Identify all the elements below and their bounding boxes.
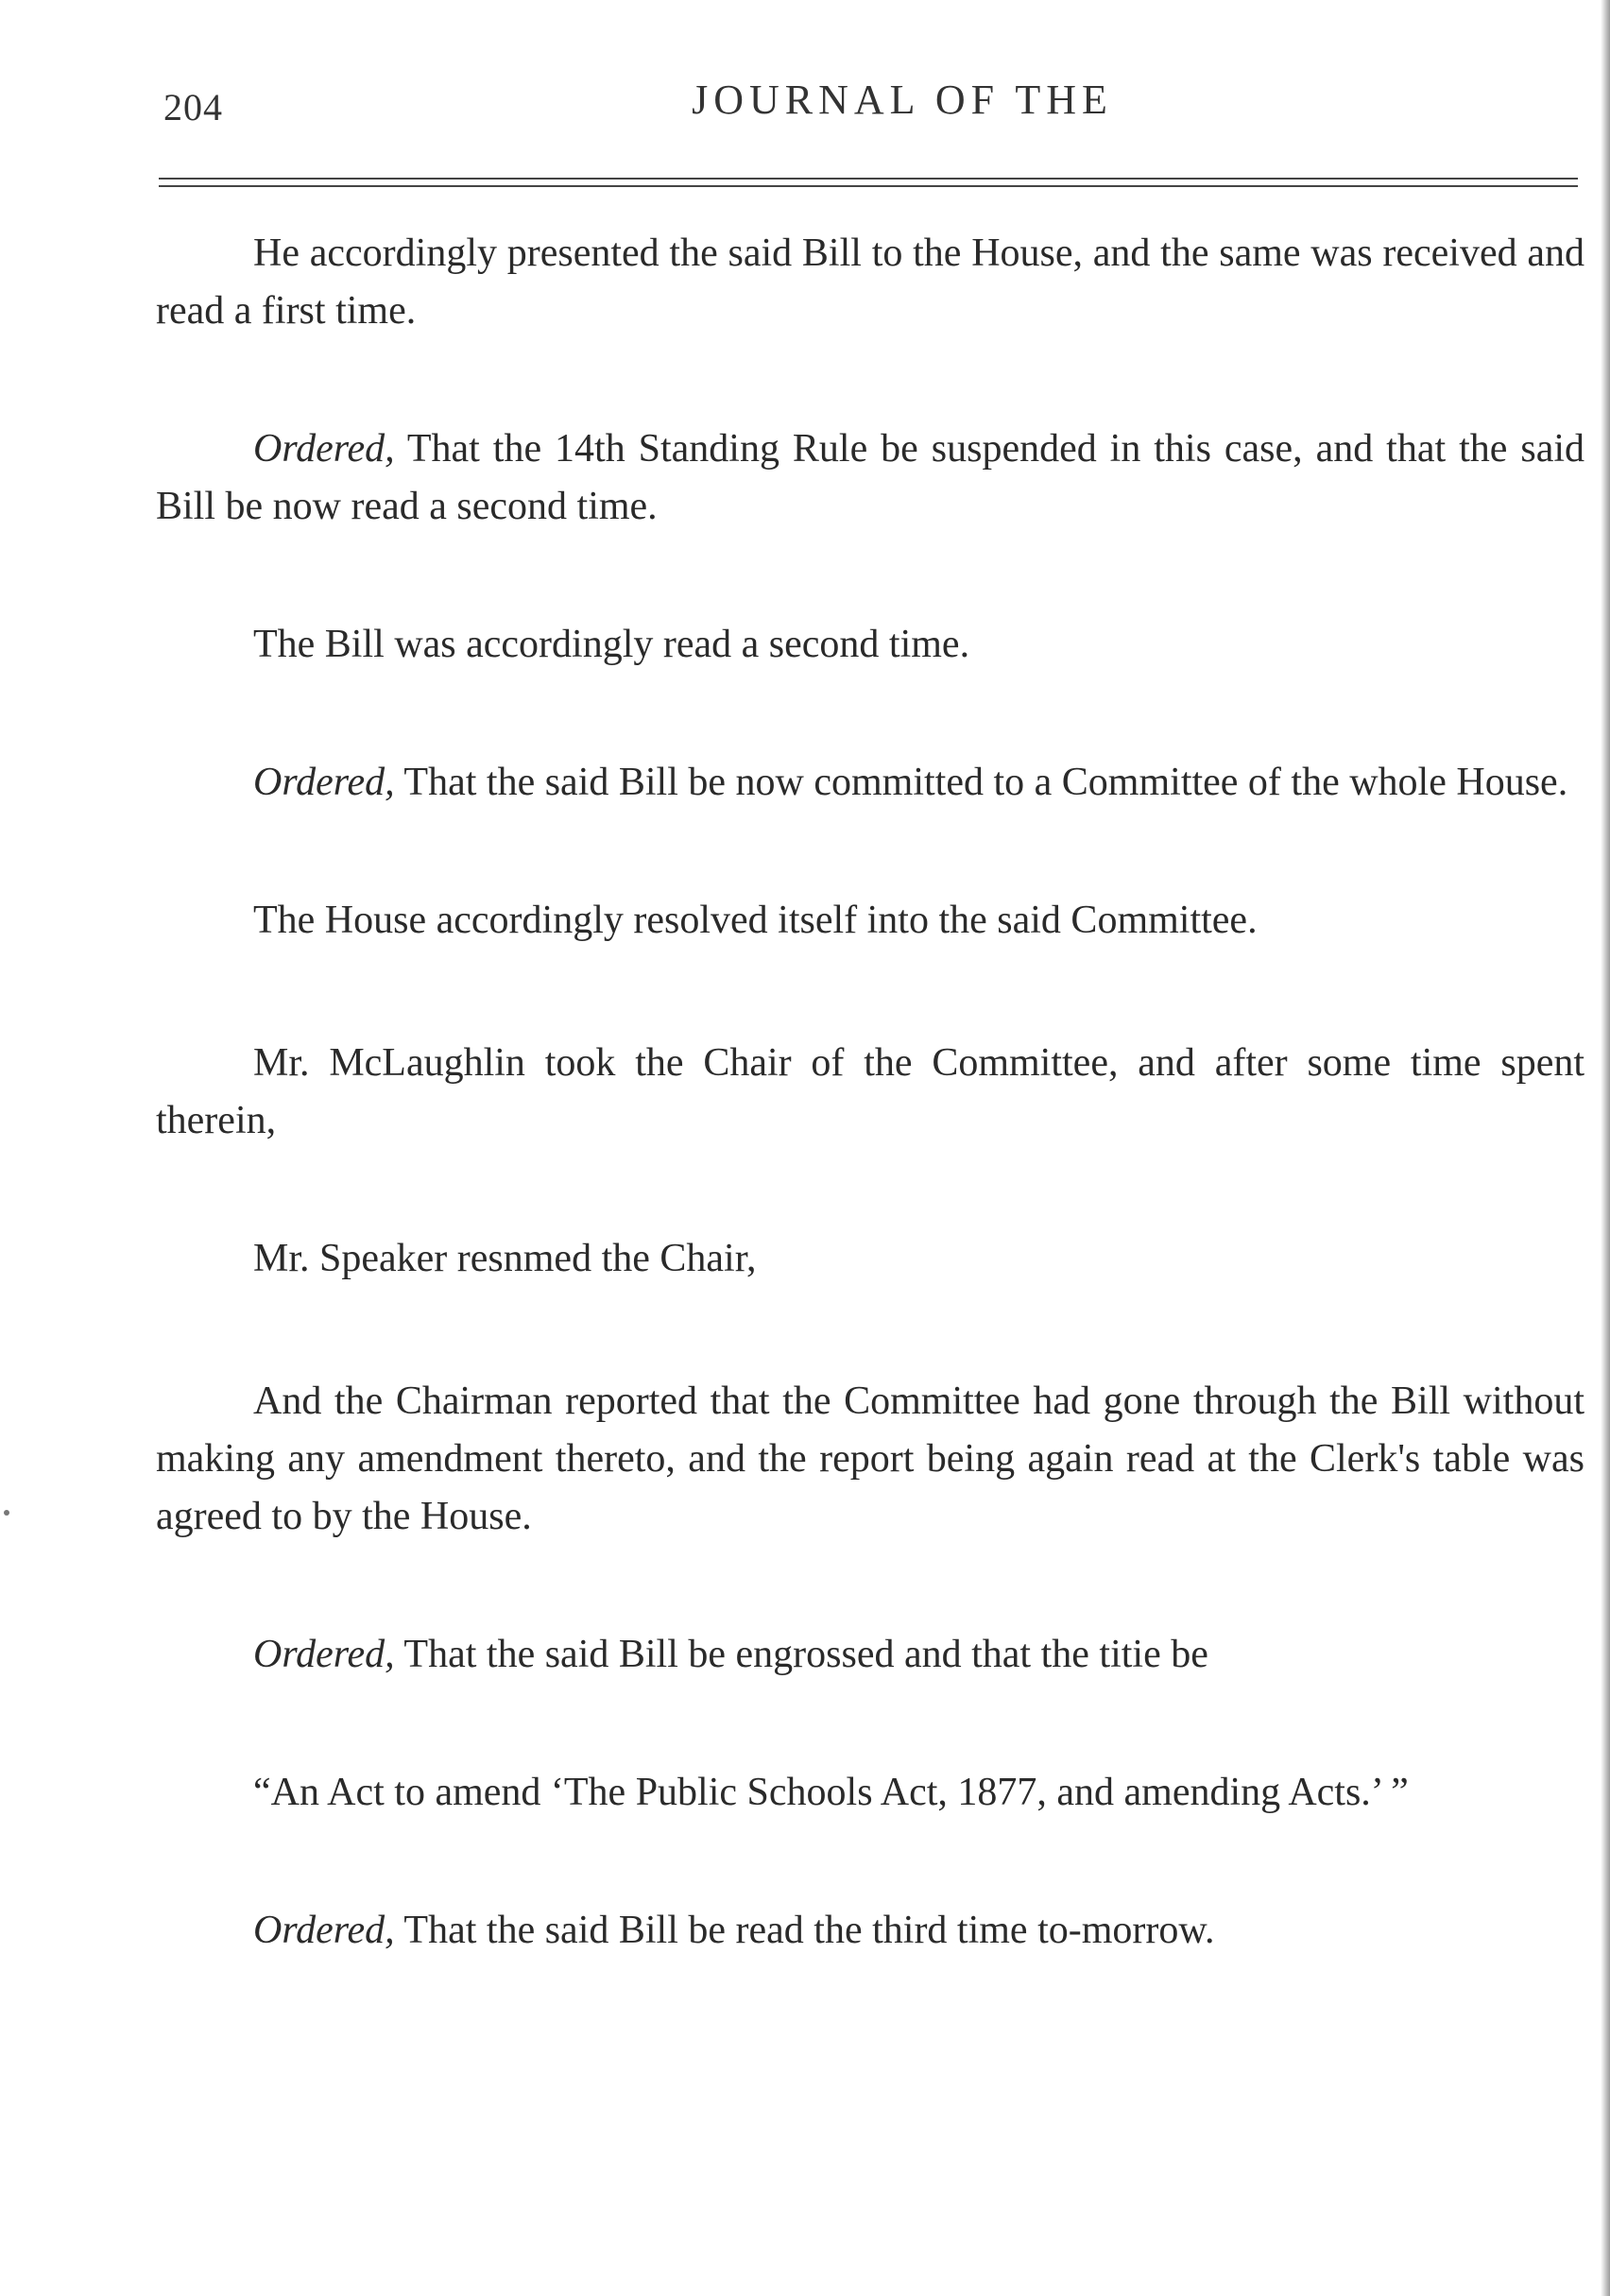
paragraph-text: Mr. McLaughlin took the Chair of the Committee, and after some time spent therein, bbox=[156, 1041, 1584, 1142]
ordered-label: Ordered, bbox=[253, 1633, 395, 1676]
paragraph-engrossed bbox=[156, 1626, 1584, 1684]
header-rule-bottom bbox=[159, 185, 1578, 187]
page-header bbox=[156, 76, 1583, 142]
paragraph-text: That the said Bill be engrossed and that the titie be bbox=[394, 1633, 1208, 1676]
paragraph-text: “An Act to amend ‘The Public Schools Act, 1877, and amending Acts.’ ” bbox=[253, 1771, 1409, 1814]
paragraph-second-reading bbox=[156, 616, 1584, 674]
header-rule-top bbox=[159, 178, 1578, 180]
paragraph-bill-presented bbox=[156, 225, 1584, 340]
paragraph-house-resolved bbox=[156, 892, 1584, 950]
ordered-label: Ordered, bbox=[253, 761, 395, 804]
ink-speck bbox=[4, 1510, 9, 1516]
paragraph-text: He accordingly presented the said Bill to the House, and the same was received and read a first time. bbox=[156, 231, 1584, 333]
paragraph-text: And the Chairman reported that the Committee had gone through the Bill without making any amendment thereto, and the report being again read at the Clerk's table was agreed to by the House. bbox=[156, 1379, 1584, 1538]
ordered-label: Ordered, bbox=[253, 427, 395, 471]
paragraph-third-reading bbox=[156, 1902, 1584, 1960]
paragraph-chairman-report bbox=[156, 1373, 1584, 1546]
ordered-label: Ordered, bbox=[253, 1909, 395, 1952]
running-head: JOURNAL OF THE bbox=[692, 77, 1113, 123]
page-number: 204 bbox=[163, 86, 223, 129]
paragraph-text: That the said Bill be now committed to a Committee of the whole House. bbox=[394, 761, 1568, 804]
paragraph-text: The House accordingly resolved itself into the said Committee. bbox=[253, 899, 1258, 942]
paragraph-text: The Bill was accordingly read a second time. bbox=[253, 623, 970, 666]
paragraph-committed bbox=[156, 754, 1584, 812]
paragraph-text: That the 14th Standing Rule be suspended in this case, and that the said Bill be now read a second time. bbox=[156, 427, 1584, 528]
page-edge-shadow bbox=[1601, 0, 1610, 2296]
paragraph-speaker-resumed bbox=[156, 1230, 1584, 1288]
header-double-rule bbox=[159, 178, 1578, 187]
paragraph-chair-taken bbox=[156, 1035, 1584, 1150]
paragraph-text: Mr. Speaker resnmed the Chair, bbox=[253, 1237, 757, 1280]
paragraph-text: That the said Bill be read the third time to-morrow. bbox=[394, 1909, 1215, 1952]
journal-body bbox=[156, 225, 1584, 1960]
paragraph-rule-suspended bbox=[156, 420, 1584, 536]
paragraph-act-title bbox=[156, 1764, 1584, 1822]
